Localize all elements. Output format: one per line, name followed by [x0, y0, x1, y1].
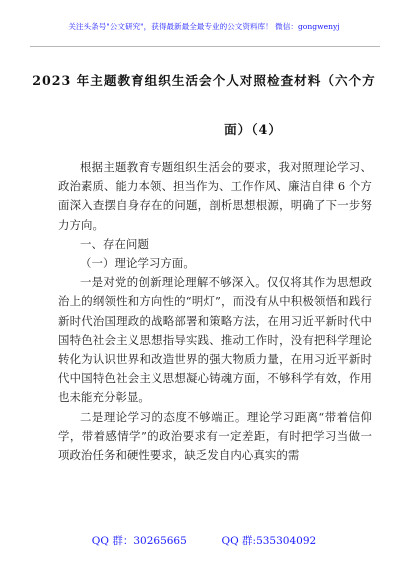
- document-title-line2: 面）（4）: [224, 122, 282, 137]
- paragraph-1: 一是对党的创新理论理解不够深入。仅仅将其作为思想政治上的纲领性和方向性的“明灯”，而没有从中积极领悟和践行新时代治国理政的战略部署和策略方法，在用习近平新时代中国特色社会主义思想指导实践、推动工作时，没有把科学理论转化为认识世界和改造世界的强大物质力量，在用习近平新时代中国特色社会主义思想凝心铸魂方面，不够科学有效，作用也未能充分彰显。: [58, 275, 372, 405]
- paragraph-2: 二是理论学习的态度不够端正。理论学习距离“带着信仰学，带着感情学”的政治要求有一定差距，有时把学习当做一项政治任务和硬性要求，缺乏发自内心真实的需: [58, 409, 372, 463]
- promo-header-text: 关注头条号"公文研究"，获得最新最全最专业的公文资料库！ 微信：gongwenyj: [68, 22, 340, 31]
- intro-paragraph: 根据主题教育专题组织生活会的要求，我对照理论学习、政治素质、能力本领、担当作为、工作作风、廉洁自律 6 个方面深入查摆自身存在的问题，剖析思想根源，明确了下一步努力方向。: [58, 160, 372, 232]
- qq-group-1: QQ 群：30265665: [91, 535, 187, 547]
- promo-header: [0, 20, 408, 34]
- header-divider: [30, 46, 380, 47]
- qq-group-2: QQ 群:535304092: [221, 535, 317, 547]
- subsection-heading: （一）理论学习方面。: [80, 256, 195, 271]
- footer: [0, 533, 408, 548]
- document-body: [58, 158, 372, 465]
- section-heading: 一、存在问题: [80, 236, 149, 251]
- document-title-line1: 2023 年主题教育组织生活会个人对照检查材料（六个方: [32, 73, 376, 88]
